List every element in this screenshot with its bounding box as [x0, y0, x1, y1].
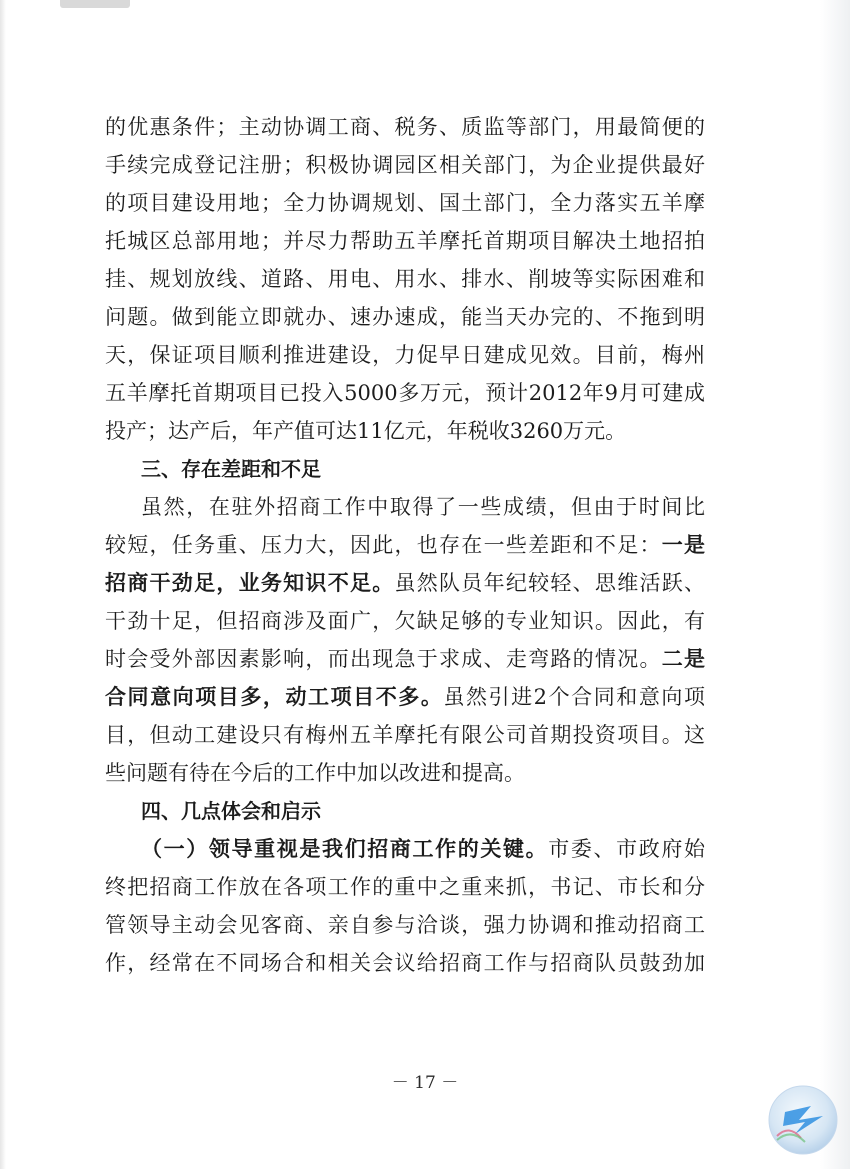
- paragraph-line: 作，经常在不同场合和相关会议给招商工作与招商队员鼓劲加: [105, 951, 705, 975]
- paragraph-line: 虽然，在驻外招商工作中取得了一些成绩，但由于时间比: [141, 495, 705, 519]
- paragraph-line: 手续完成登记注册；积极协调园区相关部门，为企业提供最好: [105, 153, 705, 177]
- paragraph-line: 问题。做到能立即就办、速办速成，能当天办完的、不拖到明: [105, 305, 705, 329]
- paragraph-line: 托城区总部用地；并尽力帮助五羊摩托首期项目解决土地招拍: [105, 229, 705, 253]
- scan-edge: [0, 0, 6, 1169]
- paragraph-line: 终把招商工作放在各项工作的重中之重来抓，书记、市长和分: [105, 875, 705, 899]
- section-heading-4: 四、几点体会和启示: [141, 799, 321, 823]
- paragraph-line: 天，保证项目顺利推进建设，力促早日建成见效。目前，梅州: [105, 343, 705, 367]
- watermark-logo-icon: [765, 1082, 841, 1158]
- section-heading-3: 三、存在差距和不足: [141, 457, 321, 481]
- line-text: 时会受外部因素影响，而出现急于求成、走弯路的情况。: [105, 647, 662, 671]
- paragraph-line: 挂、规划放线、道路、用电、用水、排水、削坡等实际困难和: [105, 267, 705, 291]
- page-number: － 17 －: [391, 1073, 459, 1093]
- paragraph-line: 管领导主动会见客商、亲自参与洽谈，强力协调和推动招商工: [105, 913, 705, 937]
- paragraph-line: [105, 678, 705, 716]
- paragraph-line: 干劲十足，但招商涉及面广，欠缺足够的专业知识。因此，有: [105, 609, 705, 633]
- line-text: 较短，任务重、压力大，因此，也存在一些差距和不足：: [105, 533, 662, 557]
- bold-phrase: 合同意向项目多，动工项目不多。: [105, 685, 444, 709]
- paragraph-line: 的优惠条件；主动协调工商、税务、质监等部门，用最简便的: [105, 115, 705, 139]
- scan-mark: [60, 0, 130, 8]
- bold-phrase: 招商干劲足，业务知识不足。: [105, 571, 395, 595]
- line-text: 虽然队员年纪较轻、思维活跃、: [394, 571, 705, 595]
- paragraph-line: [105, 640, 705, 678]
- line-text: 市委、市政府始: [548, 837, 705, 861]
- paragraph-line: 些问题有待在今后的工作中加以改进和提高。: [105, 761, 525, 785]
- bold-phrase: 一是: [661, 533, 705, 557]
- bold-phrase: 二是: [661, 647, 705, 671]
- bold-phrase: （一）领导重视是我们招商工作的关键。: [141, 837, 549, 861]
- scan-edge: [820, 0, 850, 1169]
- paragraph-line: 的项目建设用地；全力协调规划、国土部门，全力落实五羊摩: [105, 191, 705, 215]
- paragraph-line: 投产；达产后，年产值可达11亿元，年税收3260万元。: [105, 419, 627, 443]
- document-body: [105, 108, 705, 982]
- line-text: 虽然引进2个合同和意向项: [443, 685, 705, 709]
- paragraph-line: [105, 526, 705, 564]
- paragraph-line: 五羊摩托首期项目已投入5000多万元，预计2012年9月可建成: [105, 381, 705, 405]
- paragraph-line: [105, 830, 705, 868]
- paragraph-line: [105, 564, 705, 602]
- paragraph-line: 目，但动工建设只有梅州五羊摩托有限公司首期投资项目。这: [105, 723, 705, 747]
